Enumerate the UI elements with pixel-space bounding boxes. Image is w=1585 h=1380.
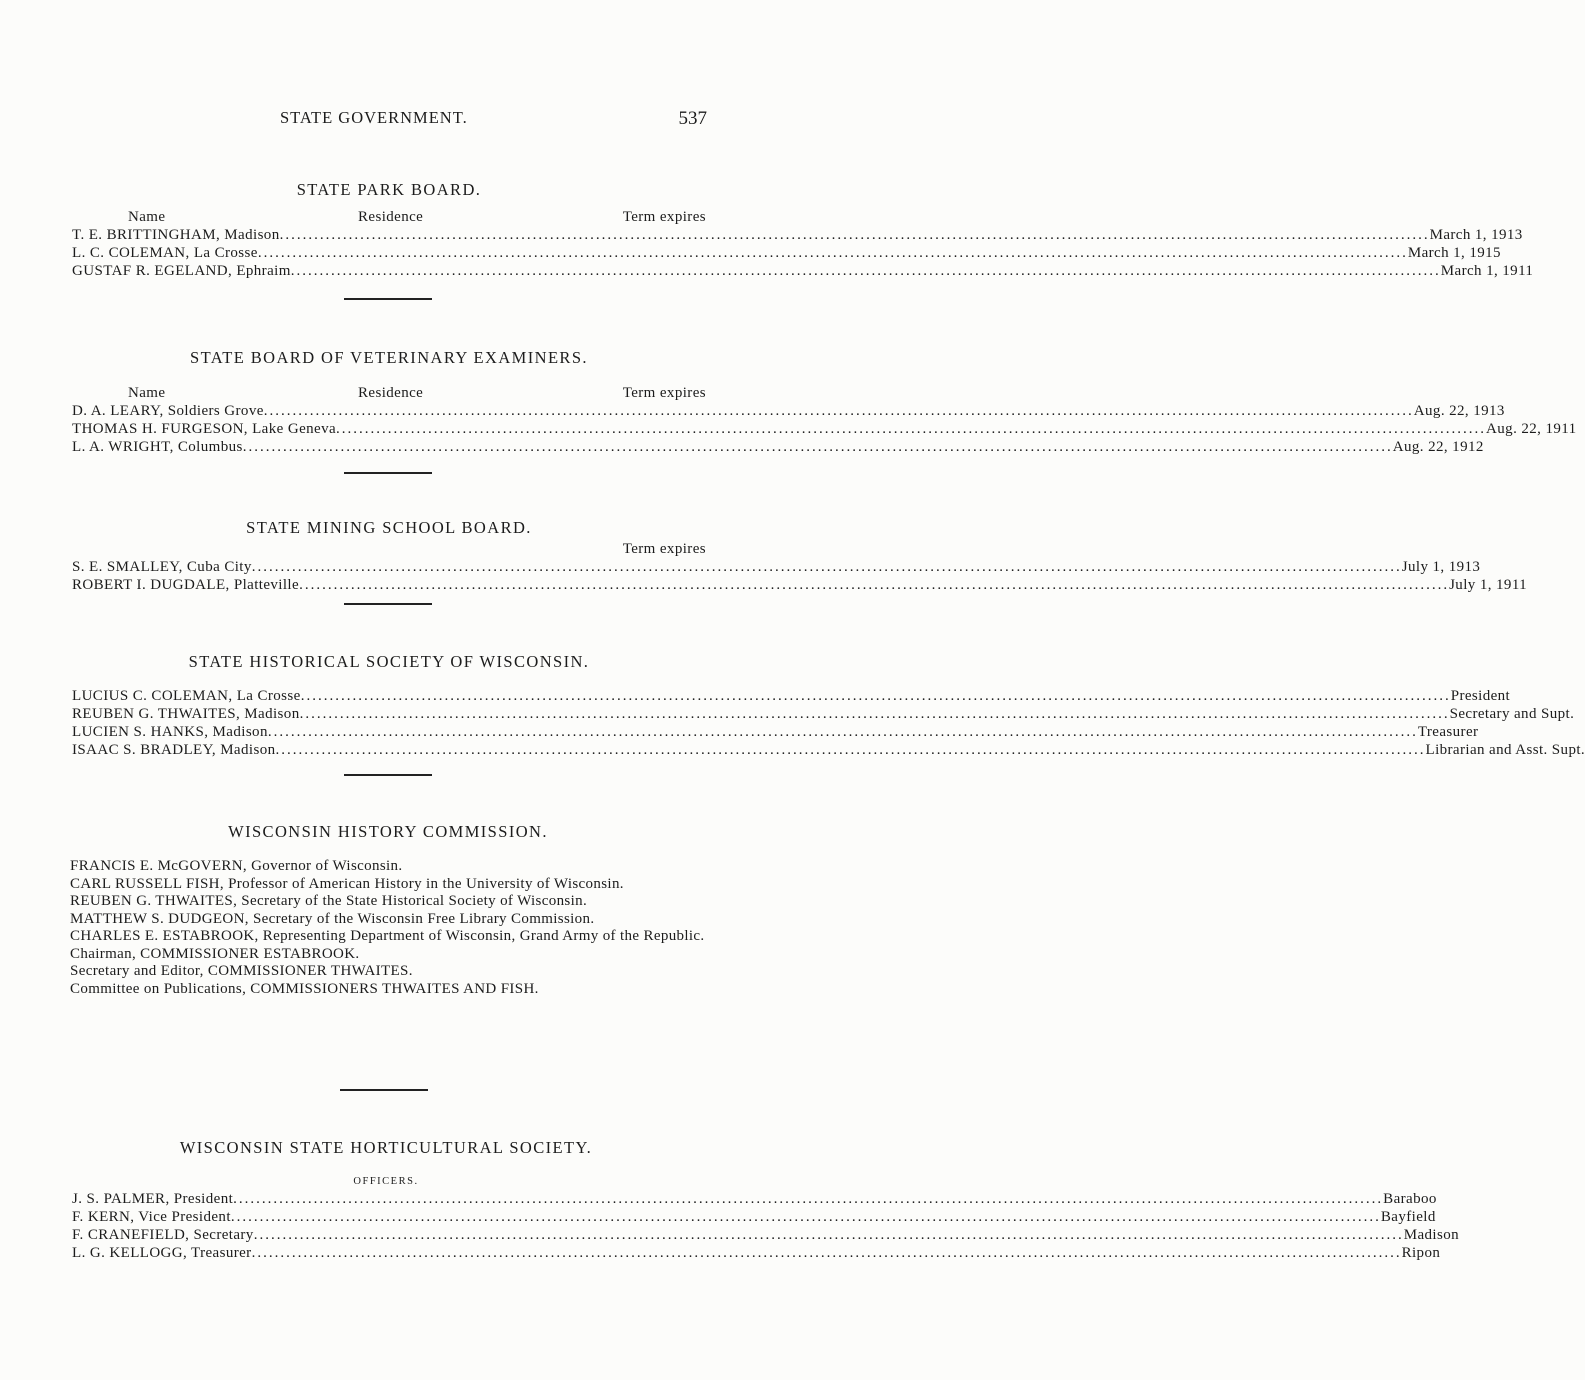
mining-section <box>72 516 1528 594</box>
commission-note: Secretary and Editor, COMMISSIONER THWAITES. <box>70 963 413 979</box>
officer-name: F. CRANEFIELD, Secretary <box>72 1227 254 1243</box>
leader-dots: ........................................................................................................................................................................................................ <box>233 1191 1384 1207</box>
officer-name: F. KERN, Vice President <box>72 1209 231 1225</box>
leader-dots: ........................................................................................................................................................................................................ <box>299 706 1450 722</box>
table-row <box>72 741 1585 759</box>
section-title: STATE HISTORICAL SOCIETY OF WISCONSIN. <box>188 652 590 671</box>
leader-dots: ........................................................................................................................................................................................................ <box>279 227 1430 243</box>
officer-name: J. S. PALMER, President <box>72 1191 234 1207</box>
section-divider <box>340 1089 428 1091</box>
term-expires: March 1, 1911 <box>1440 263 1534 279</box>
member-name: L. C. COLEMAN, La Crosse <box>72 245 258 261</box>
officer-place: Bayfield <box>1380 1209 1436 1225</box>
header-name: Name <box>128 385 166 401</box>
section-divider <box>344 774 432 776</box>
term-expires: Aug. 22, 1913 <box>1413 403 1505 419</box>
section-divider <box>344 472 432 474</box>
term-expires: March 1, 1913 <box>1429 227 1523 243</box>
table-row <box>72 226 1523 244</box>
term-expires: July 1, 1913 <box>1401 559 1481 575</box>
leader-dots: ........................................................................................................................................................................................................ <box>290 263 1441 279</box>
section-title: WISCONSIN HISTORY COMMISSION. <box>228 822 548 841</box>
leader-dots: ........................................................................................................................................................................................................ <box>267 724 1418 740</box>
term-expires: Aug. 22, 1912 <box>1392 439 1484 455</box>
commission-member: FRANCIS E. McGOVERN, Governor of Wisconsin. <box>70 858 403 874</box>
table-row <box>72 558 1481 576</box>
commission-section <box>70 820 706 998</box>
leader-dots: ........................................................................................................................................................................................................ <box>242 439 1393 455</box>
member-name: T. E. BRITTINGHAM, Madison <box>72 227 280 243</box>
member-name: THOMAS H. FURGESON, Lake Geneva <box>72 421 337 437</box>
member-name: LUCIEN S. HANKS, Madison <box>72 724 268 740</box>
commission-member: CHARLES E. ESTABROOK, Representing Department of Wisconsin, Grand Army of the Republic. <box>70 928 705 944</box>
table-row <box>72 723 1479 741</box>
section-divider <box>344 298 432 300</box>
member-name: L. A. WRIGHT, Columbus <box>72 439 243 455</box>
commission-member: REUBEN G. THWAITES, Secretary of the State Historical Society of Wisconsin. <box>70 893 588 909</box>
table-row <box>72 1190 1437 1208</box>
header-term: Term expires <box>622 541 706 557</box>
leader-dots: ........................................................................................................................................................................................................ <box>251 1245 1402 1261</box>
table-row <box>72 262 1534 280</box>
running-head-title: STATE GOVERNMENT. <box>280 108 468 127</box>
officer-place: Ripon <box>1401 1245 1441 1261</box>
officer-place: Baraboo <box>1383 1191 1437 1207</box>
leader-dots: ........................................................................................................................................................................................................ <box>251 559 1402 575</box>
column-headers <box>72 384 706 402</box>
commission-note: Committee on Publications, COMMISSIONERS THWAITES AND FISH. <box>70 980 539 997</box>
commission-member: CARL RUSSELL FISH, Professor of American History in the University of Wisconsin. <box>70 875 624 892</box>
member-name: D. A. LEARY, Soldiers Grove <box>72 403 264 419</box>
commission-note: Chairman, COMMISSIONER ESTABROOK. <box>70 945 360 962</box>
header-term: Term expires <box>622 385 706 401</box>
member-role: Treasurer <box>1417 724 1479 740</box>
park-board-section <box>72 178 1534 280</box>
member-role: Secretary and Supt. <box>1449 706 1575 722</box>
member-role: Librarian and Asst. Supt. <box>1425 742 1585 758</box>
leader-dots: ........................................................................................................................................................................................................ <box>275 742 1426 758</box>
table-row <box>72 576 1528 594</box>
member-name: ROBERT I. DUGDALE, Platteville <box>72 577 300 593</box>
table-row <box>72 1226 1460 1244</box>
table-row <box>72 402 1505 420</box>
member-name: S. E. SMALLEY, Cuba City <box>72 559 252 575</box>
section-title: STATE PARK BOARD. <box>296 180 482 199</box>
leader-dots: ........................................................................................................................................................................................................ <box>257 245 1408 261</box>
veterinary-section <box>72 346 1577 456</box>
officer-name: L. G. KELLOGG, Treasurer <box>72 1245 252 1261</box>
table-row <box>72 1244 1441 1262</box>
leader-dots: ........................................................................................................................................................................................................ <box>253 1227 1404 1243</box>
table-row <box>72 438 1484 456</box>
page-number: 537 <box>678 108 707 129</box>
member-name: GUSTAF R. EGELAND, Ephraim <box>72 263 291 279</box>
section-divider <box>344 603 432 605</box>
table-row <box>72 687 1511 705</box>
header-residence: Residence <box>358 209 424 225</box>
column-headers <box>72 208 706 226</box>
commission-member: MATTHEW S. DUDGEON, Secretary of the Wisconsin Free Library Commission. <box>70 910 595 927</box>
horticultural-section <box>72 1136 1460 1262</box>
leader-dots: ........................................................................................................................................................................................................ <box>263 403 1414 419</box>
section-title: STATE BOARD OF VETERINARY EXAMINERS. <box>190 348 588 367</box>
table-row <box>72 1208 1436 1226</box>
table-row <box>72 420 1577 438</box>
historical-section <box>72 650 1585 759</box>
member-role: President <box>1450 688 1511 704</box>
header-name: Name <box>128 209 166 225</box>
leader-dots: ........................................................................................................................................................................................................ <box>300 688 1451 704</box>
table-row <box>72 705 1575 723</box>
term-expires: March 1, 1915 <box>1407 245 1501 261</box>
officers-subtitle: OFFICERS. <box>353 1176 419 1187</box>
header-term: Term expires <box>622 209 706 225</box>
leader-dots: ........................................................................................................................................................................................................ <box>230 1209 1381 1225</box>
column-headers <box>72 540 706 558</box>
commission-list <box>70 858 706 998</box>
leader-dots: ........................................................................................................................................................................................................ <box>336 421 1487 437</box>
leader-dots: ........................................................................................................................................................................................................ <box>299 577 1450 593</box>
term-expires: Aug. 22, 1911 <box>1486 421 1577 437</box>
header-residence: Residence <box>358 385 424 401</box>
member-name: ISAAC S. BRADLEY, Madison <box>72 742 276 758</box>
officer-place: Madison <box>1403 1227 1460 1243</box>
member-name: REUBEN G. THWAITES, Madison <box>72 706 300 722</box>
term-expires: July 1, 1911 <box>1449 577 1528 593</box>
section-title: STATE MINING SCHOOL BOARD. <box>246 518 532 537</box>
member-name: LUCIUS C. COLEMAN, La Crosse <box>72 688 301 704</box>
table-row <box>72 244 1501 262</box>
section-title: WISCONSIN STATE HORTICULTURAL SOCIETY. <box>179 1138 593 1157</box>
running-head <box>0 108 859 134</box>
